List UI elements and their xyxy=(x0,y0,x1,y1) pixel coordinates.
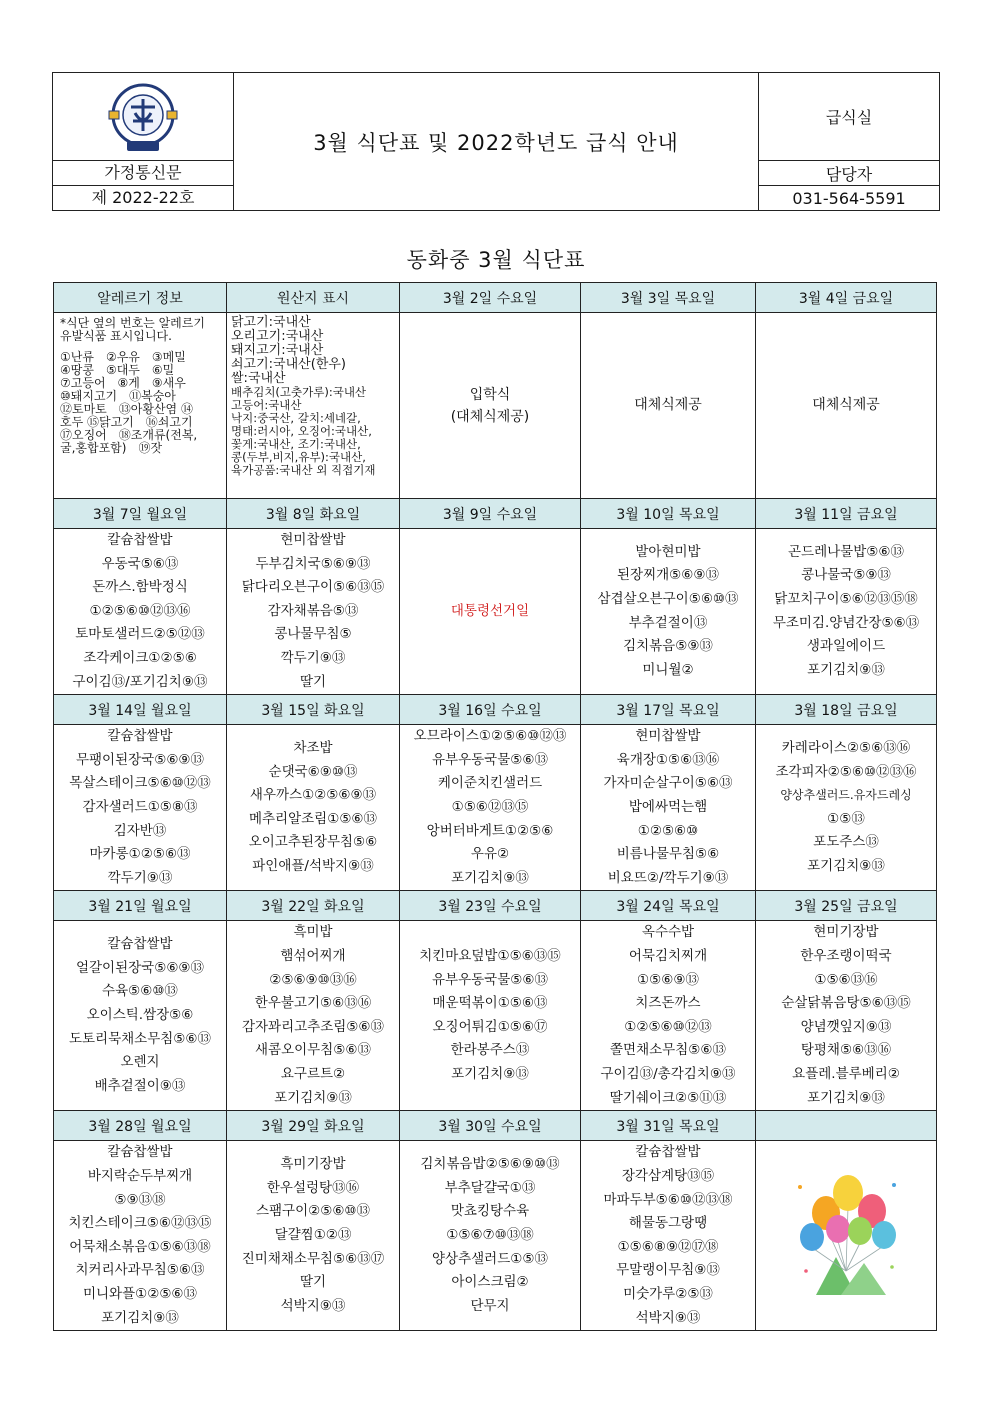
menu-item: 감자채볶음⑤⑬ xyxy=(267,602,359,619)
menu-item: 가자미순살구이⑤⑥⑬ xyxy=(603,775,733,792)
menu-item: ①⑤⑥⑫⑬⑮ xyxy=(451,798,529,815)
menu-item: 파인애플/석박지⑨⑬ xyxy=(252,857,374,874)
menu-item: 딸기 xyxy=(299,1274,327,1291)
menu-item: 치킨마요덮밥①⑤⑥⑬⑮ xyxy=(419,948,561,965)
menu-item: 장각삼계탕⑬⑮ xyxy=(621,1168,715,1185)
menu-item: 양념깻잎지⑨⑬ xyxy=(800,1018,892,1035)
header-row-week3 xyxy=(54,695,937,725)
menu-item: 김자반⑬ xyxy=(113,822,167,839)
menu-item: 오므라이스①②⑤⑥⑩⑫⑬ xyxy=(413,728,567,745)
day-menu xyxy=(400,313,581,499)
menu-item: 감자꽈리고추조림⑤⑥⑬ xyxy=(241,1018,385,1035)
origin-line: 배추김치(고춧가루):국내산 xyxy=(231,385,367,399)
issue-number: 제 2022-22호 xyxy=(53,186,234,211)
day-header: 3월 11일 금요일 xyxy=(756,499,937,529)
menu-item: 칼슘찹쌀밥 xyxy=(107,728,173,745)
col-header: 3월 4일 금요일 xyxy=(756,283,937,313)
allergy-line: ⑩돼지고기 ⑪복숭아 xyxy=(60,389,176,403)
origin-info xyxy=(227,313,400,499)
menu-item: 칼슘찹쌀밥 xyxy=(635,1144,701,1161)
menu-item: 옥수수밥 xyxy=(641,924,695,941)
school-logo-icon xyxy=(103,77,183,157)
allergy-line: ⑰오징어 ⑱조개류(전복, xyxy=(60,428,198,442)
menu-item: 조각케이크①②⑤⑥ xyxy=(83,649,197,666)
menu-item: 무말랭이무침⑨⑬ xyxy=(616,1262,720,1279)
menu-item: 수육⑤⑥⑩⑬ xyxy=(102,983,178,1000)
origin-line: 낙지:중국산, 갈치:세네갈, xyxy=(231,411,361,425)
menu-item: 석박지⑨⑬ xyxy=(635,1309,701,1326)
menu-item: ①⑤⑥⑧⑨⑫⑰⑱ xyxy=(617,1238,719,1255)
menu-item: 김치볶음⑤⑨⑬ xyxy=(623,638,713,655)
menu-item: 곤드레나물밥⑤⑥⑬ xyxy=(788,543,904,560)
menu-item: 달걀찜①②⑬ xyxy=(274,1227,352,1244)
menu-item: 오징어튀김①⑤⑥⑰ xyxy=(432,1018,548,1035)
col-header: 원산지 표시 xyxy=(227,283,400,313)
day-header: 3월 18일 금요일 xyxy=(756,695,937,725)
day-header: 3월 8일 화요일 xyxy=(227,499,400,529)
week1-row xyxy=(54,313,937,499)
day-menu xyxy=(54,1141,227,1331)
newsletter-label: 가정통신문 xyxy=(53,161,234,186)
day-header: 3월 30일 수요일 xyxy=(400,1111,581,1141)
day-menu xyxy=(581,1141,756,1331)
menu-item: 진미채채소무침⑤⑥⑬⑰ xyxy=(241,1250,385,1267)
origin-line: 쇠고기:국내산(한우) xyxy=(231,357,346,372)
day-menu xyxy=(756,921,937,1111)
menu-item: 대체식제공 xyxy=(634,396,702,413)
newsletter-title: 3월 식단표 및 2022학년도 급식 안내 xyxy=(234,73,759,211)
day-header: 3월 28일 월요일 xyxy=(54,1111,227,1141)
day-menu xyxy=(581,529,756,695)
menu-item: 포기김치⑨⑬ xyxy=(451,1066,529,1082)
day-header: 3월 22일 화요일 xyxy=(227,891,400,921)
menu-item: 육개장①⑤⑥⑬⑯ xyxy=(616,751,720,768)
menu-item: 대체식제공 xyxy=(812,396,880,413)
menu-item: 유부우동국물⑤⑥⑬ xyxy=(432,971,548,988)
menu-item: 무팽이된장국⑤⑥⑨⑬ xyxy=(75,751,205,768)
menu-item: 김치볶음밥②⑤⑥⑨⑩⑬ xyxy=(420,1156,560,1173)
menu-item: 우유② xyxy=(470,846,510,863)
allergy-line: ⑦고등어 ⑧게 ⑨새우 xyxy=(60,376,186,390)
menu-item: 어묵김치찌개 xyxy=(628,948,708,965)
holiday-cell xyxy=(400,529,581,695)
menu-item: 비름나물무침⑤⑥ xyxy=(616,846,720,863)
menu-item: 새콤오이무침⑤⑥⑬ xyxy=(255,1042,371,1059)
origin-line: 닭고기:국내산 xyxy=(231,315,311,330)
day-header: 3월 17일 목요일 xyxy=(581,695,756,725)
balloons-icon xyxy=(786,1167,906,1297)
day-menu xyxy=(581,313,756,499)
day-header: 3월 23일 수요일 xyxy=(400,891,581,921)
menu-item: 삼겹살오븐구이⑤⑥⑩⑬ xyxy=(597,590,739,607)
week3-row xyxy=(54,725,937,891)
menu-item: 순살닭볶음탕⑤⑥⑬⑮ xyxy=(781,995,911,1012)
menu-item: ②⑤⑥⑨⑩⑬⑯ xyxy=(269,971,357,988)
menu-item: ①②⑤⑥⑩ xyxy=(637,822,699,839)
day-header: 3월 10일 목요일 xyxy=(581,499,756,529)
menu-item: 조각피자②⑤⑥⑩⑫⑬⑯ xyxy=(775,763,917,780)
header-row-1 xyxy=(54,283,937,313)
day-menu xyxy=(581,921,756,1111)
newsletter-header xyxy=(52,72,940,211)
menu-item: 포기김치⑨⑬ xyxy=(101,1309,179,1326)
menu-item: 구이김⑬/포기김치⑨⑬ xyxy=(72,673,208,690)
menu-item: 흑미밥 xyxy=(293,924,333,941)
menu-item: 마파두부⑤⑥⑩⑫⑬⑱ xyxy=(603,1191,733,1208)
menu-item: 부추겉절이⑬ xyxy=(628,614,708,631)
menu-item: 차조밥 xyxy=(293,739,333,756)
day-header: 3월 7일 월요일 xyxy=(54,499,227,529)
day-menu xyxy=(756,529,937,695)
menu-item: 현미찹쌀밥 xyxy=(280,532,346,548)
menu-item: ①②⑤⑥⑩⑫⑬ xyxy=(624,1018,712,1035)
header-row-week4 xyxy=(54,891,937,921)
day-menu xyxy=(54,921,227,1111)
menu-item: 포도주스⑬ xyxy=(813,834,879,851)
menu-item: 포기김치⑨⑬ xyxy=(807,661,885,678)
day-menu xyxy=(227,725,400,891)
menu-item: 해물동그랑땡 xyxy=(628,1215,708,1232)
menu-item: 한우불고기⑤⑥⑬⑯ xyxy=(254,995,372,1012)
day-menu xyxy=(756,313,937,499)
menu-item: ⑤⑨⑬⑱ xyxy=(114,1191,166,1208)
menu-item: 어묵채소볶음①⑤⑥⑬⑱ xyxy=(69,1238,211,1255)
menu-item: 생과일에이드 xyxy=(806,638,886,655)
day-header: 3월 31일 목요일 xyxy=(581,1111,756,1141)
menu-item: 한우설렁탕⑬⑯ xyxy=(266,1179,360,1196)
menu-item: 현미찹쌀밥 xyxy=(635,728,701,745)
menu-item: 요구르트② xyxy=(280,1066,346,1082)
origin-line: 쌀:국내산 xyxy=(231,371,286,386)
day-header: 3월 14일 월요일 xyxy=(54,695,227,725)
header-row-week2 xyxy=(54,499,937,529)
day-header: 3월 15일 화요일 xyxy=(227,695,400,725)
dept-cell: 급식실 xyxy=(759,73,940,161)
day-header: 3월 16일 수요일 xyxy=(400,695,581,725)
day-menu xyxy=(581,725,756,891)
menu-item: ①⑤⑥⑨⑬ xyxy=(637,971,699,988)
allergy-info xyxy=(54,313,227,499)
menu-item: 얼갈이된장국⑤⑥⑨⑬ xyxy=(75,959,205,976)
allergy-line: ①난류 ②우유 ③메밀 xyxy=(60,350,186,364)
menu-item: 미숫가루②⑤⑬ xyxy=(623,1286,713,1302)
day-header: 3월 21일 월요일 xyxy=(54,891,227,921)
menu-item: 치즈돈까스 xyxy=(635,995,701,1012)
menu-item: 양상추샐러드.유자드레싱 xyxy=(780,788,912,803)
origin-line: 육가공품:국내산 외 직접기재 xyxy=(231,463,376,477)
menu-item: 마카롱①②⑤⑥⑬ xyxy=(89,846,191,863)
menu-item: 무조미김.양념간장⑤⑥⑬ xyxy=(772,614,920,631)
menu-item: 오렌지 xyxy=(120,1054,160,1071)
menu-title: 동화중 3월 식단표 xyxy=(406,248,586,272)
menu-item: 깍두기⑨⑬ xyxy=(280,649,346,666)
menu-item: 깍두기⑨⑬ xyxy=(107,869,173,886)
menu-item: 닭다리오븐구이⑤⑥⑬⑮ xyxy=(241,579,385,596)
menu-item: 감자샐러드①⑤⑧⑬ xyxy=(82,798,198,815)
origin-line: 명태:러시아, 오징어:국내산, xyxy=(231,424,372,438)
menu-item: 햄섞어찌개 xyxy=(280,948,346,965)
menu-item: 매운떡볶이①⑤⑥⑬ xyxy=(432,995,548,1012)
menu-item: 발아현미밥 xyxy=(635,543,701,560)
menu-item: 석박지⑨⑬ xyxy=(280,1297,346,1314)
menu-table xyxy=(53,282,937,1331)
menu-item: 된장찌개⑤⑥⑨⑬ xyxy=(617,567,719,584)
day-header: 3월 29일 화요일 xyxy=(227,1111,400,1141)
day-menu xyxy=(400,921,581,1111)
menu-item: 포기김치⑨⑬ xyxy=(274,1089,352,1106)
allergy-line: 호두 ⑮닭고기 ⑯쇠고기 xyxy=(60,415,193,429)
menu-item: 아이스크림② xyxy=(451,1274,529,1291)
menu-item: 치커리사과무침⑤⑥⑬ xyxy=(75,1262,205,1279)
logo-cell xyxy=(53,73,234,161)
phone-number: 031-564-5591 xyxy=(759,186,940,211)
day-menu xyxy=(400,725,581,891)
menu-item: 쫄면채소무침⑤⑥⑬ xyxy=(610,1042,726,1059)
menu-item: 앙버터바게트①②⑤⑥ xyxy=(426,822,554,839)
menu-item: 현미기장밥 xyxy=(813,924,879,941)
day-menu xyxy=(227,529,400,695)
menu-item: 탕평채⑤⑥⑬⑯ xyxy=(800,1042,892,1059)
menu-item: 새우까스①②⑤⑥⑨⑬ xyxy=(249,787,377,804)
menu-item: ①②⑤⑥⑩⑫⑬⑯ xyxy=(89,602,191,619)
holiday-label: 대통령선거일 xyxy=(450,602,530,619)
day-menu xyxy=(54,725,227,891)
day-header: 3월 24일 목요일 xyxy=(581,891,756,921)
menu-item: 돈까스.함박정식 xyxy=(92,579,188,596)
day-menu xyxy=(54,529,227,695)
header-row-week5 xyxy=(54,1111,937,1141)
menu-item: 비요뜨②/깍두기⑨⑬ xyxy=(607,869,729,886)
menu-item: 스팸구이②⑤⑥⑩⑬ xyxy=(255,1203,371,1220)
day-header xyxy=(756,1111,937,1141)
origin-line: 돼지고기:국내산 xyxy=(231,343,324,358)
menu-item: 맛쵸킹탕수육 xyxy=(450,1203,530,1220)
origin-line: 꽃게:국내산, 조기:국내산, xyxy=(231,437,361,451)
menu-item: 오이고추된장무침⑤⑥ xyxy=(248,834,378,851)
menu-item: 미니와플①②⑤⑥⑬ xyxy=(82,1286,198,1302)
menu-item: 한우조랭이떡국 xyxy=(800,948,892,965)
origin-line: 콩(두부,비지,유부):국내산, xyxy=(231,450,366,464)
menu-item: 단무지 xyxy=(470,1297,510,1314)
menu-item: 한라봉주스⑬ xyxy=(450,1042,530,1059)
menu-item: 오이스틱.쌈장⑤⑥ xyxy=(86,1007,194,1024)
allergy-line: 굴,홍합포함) ⑲잣 xyxy=(60,441,163,455)
day-menu xyxy=(227,921,400,1111)
menu-item: 도토리묵채소무침⑤⑥⑬ xyxy=(68,1030,212,1047)
menu-item: 포기김치⑨⑬ xyxy=(807,857,885,874)
menu-item: 양상추샐러드①⑤⑬ xyxy=(432,1250,548,1267)
menu-item: 유부우동국물⑤⑥⑬ xyxy=(432,751,548,768)
menu-item: 우동국⑤⑥⑬ xyxy=(101,555,179,572)
menu-item: 딸기쉐이크②⑤⑪⑬ xyxy=(609,1089,727,1106)
menu-item: 딸기 xyxy=(299,673,327,690)
contact-label: 담당자 xyxy=(759,161,940,186)
menu-item: 포기김치⑨⑬ xyxy=(807,1089,885,1106)
menu-item: 순댓국⑥⑨⑩⑬ xyxy=(268,763,358,780)
menu-item: 토마토샐러드②⑤⑫⑬ xyxy=(75,626,205,643)
menu-item: ①⑤⑥⑦⑩⑬⑱ xyxy=(446,1227,534,1244)
allergy-line: ④땅콩 ⑤대두 ⑥밀 xyxy=(60,363,175,377)
menu-item: (대체식제공) xyxy=(450,408,530,425)
col-header: 3월 2일 수요일 xyxy=(400,283,581,313)
menu-item: 콩나물국⑤⑨⑬ xyxy=(801,567,891,584)
menu-item: 배추겉절이⑨⑬ xyxy=(94,1077,186,1094)
menu-item: 두부김치국⑤⑥⑨⑬ xyxy=(255,555,371,572)
day-menu xyxy=(756,725,937,891)
allergy-line: ⑫토마토 ⑬아황산염 ⑭ xyxy=(60,402,193,416)
menu-item: 흑미기장밥 xyxy=(280,1156,346,1173)
menu-item: 케이준치킨샐러드 xyxy=(437,775,543,792)
menu-item: 카레라이스②⑤⑥⑬⑯ xyxy=(781,739,911,756)
day-menu xyxy=(400,1141,581,1331)
menu-item: 입학식 xyxy=(469,386,511,403)
week2-row xyxy=(54,529,937,695)
menu-item: 콩나물무침⑤ xyxy=(274,626,352,643)
menu-item: 구이김⑬/총각김치⑨⑬ xyxy=(600,1066,736,1082)
menu-item: ①⑤⑥⑬⑯ xyxy=(814,971,878,988)
day-menu xyxy=(227,1141,400,1331)
menu-item: 밥에싸먹는햄 xyxy=(628,798,708,815)
menu-item: 칼슘찹쌀밥 xyxy=(107,936,173,953)
menu-item: 요플레.블루베리② xyxy=(792,1066,900,1082)
menu-item: ①⑤⑬ xyxy=(827,810,865,827)
menu-item: 미니월② xyxy=(642,661,694,678)
menu-item: 목살스테이크⑤⑥⑩⑫⑬ xyxy=(69,775,211,792)
origin-line: 오리고기:국내산 xyxy=(231,329,324,344)
week5-row xyxy=(54,1141,937,1331)
menu-item: 치킨스테이크⑤⑥⑫⑬⑮ xyxy=(68,1215,212,1232)
origin-line: 고등어:국내산 xyxy=(231,398,302,412)
menu-item: 부추달걀국①⑬ xyxy=(444,1179,536,1196)
col-header: 3월 3일 목요일 xyxy=(581,283,756,313)
allergy-intro: *식단 옆의 번호는 알레르기 유발식품 표시입니다. xyxy=(60,316,205,343)
menu-item: 포기김치⑨⑬ xyxy=(451,869,529,886)
day-header: 3월 9일 수요일 xyxy=(400,499,581,529)
day-header: 3월 25일 금요일 xyxy=(756,891,937,921)
menu-item: 칼슘찹쌀밥 xyxy=(107,532,173,548)
decoration-cell xyxy=(756,1141,937,1331)
col-header: 알레르기 정보 xyxy=(54,283,227,313)
week4-row xyxy=(54,921,937,1111)
menu-item: 칼슘찹쌀밥 xyxy=(107,1144,173,1161)
menu-item: 바지락순두부찌개 xyxy=(87,1168,193,1185)
menu-item: 닭꼬치구이⑤⑥⑫⑬⑮⑱ xyxy=(774,590,918,607)
menu-item: 메추리알조림①⑤⑥⑬ xyxy=(248,810,378,827)
